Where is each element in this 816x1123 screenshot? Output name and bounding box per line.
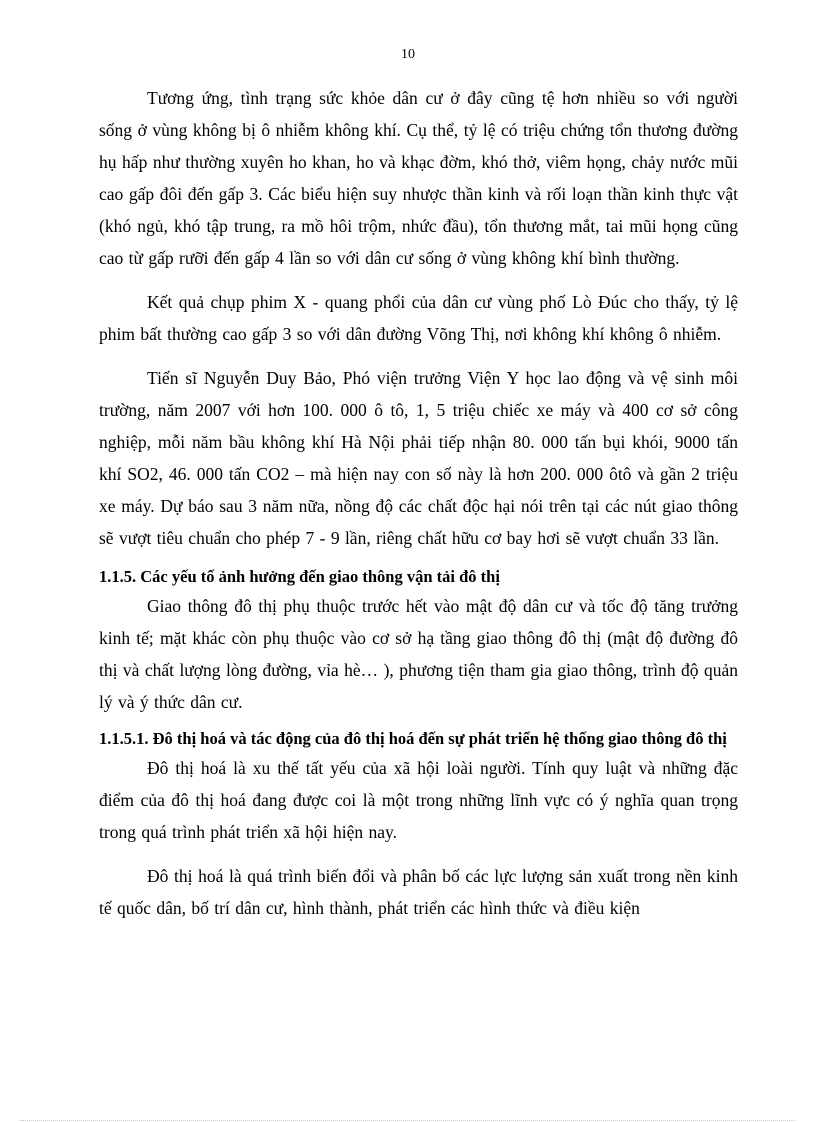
paragraph-urbanization-definition: Đô thị hoá là quá trình biến đổi và phân bố các lực lượng sản xuất trong nền kinh tế quốc dân, bố trí dân cư, hình thành, phát triển các hình thức và điều kiện [99, 866, 738, 918]
page-bottom-divider [20, 1120, 796, 1121]
paragraph-xray-results: Kết quả chụp phim X - quang phổi của dân cư vùng phố Lò Đúc cho thấy, tỷ lệ phim bất thường cao gấp 3 so với dân đường Võng Thị, nơi không khí không ô nhiễm. [99, 292, 738, 344]
document-body [99, 82, 738, 936]
paragraph-air-pollution-stats: Tiến sĩ Nguyễn Duy Bảo, Phó viện trưởng Viện Y học lao động và vệ sinh môi trường, năm 2007 với hơn 100. 000 ô tô, 1, 5 triệu chiếc xe máy và 400 cơ sở công nghiệp, mỗi năm bầu không khí Hà Nội phải tiếp nhận 80. 000 tấn bụi khói, 9000 tấn khí SO2, 46. 000 tấn CO2 – mà hiện nay con số này là hơn 200. 000 ôtô và gần 2 triệu xe máy. Dự báo sau 3 năm nữa, nồng độ các chất độc hại nói trên tại các nút giao thông sẽ vượt tiêu chuẩn cho phép 7 - 9 lần, riêng chất hữu cơ bay hơi sẽ vượt chuẩn 33 lần. [99, 368, 738, 548]
subsection-heading-1-1-5-1: 1.1.5.1. Đô thị hoá và tác động của đô thị hoá đến sự phát triển hệ thống giao thông đô thị [99, 729, 727, 748]
paragraph-health-effects: Tương ứng, tình trạng sức khỏe dân cư ở đây cũng tệ hơn nhiều so với người sống ở vùng không bị ô nhiễm không khí. Cụ thể, tỷ lệ có triệu chứng tổn thương đường hụ hấp như thường xuyên ho khan, ho và khạc đờm, khó thở, viêm họng, chảy nước mũi cao gấp đôi đến gấp 3. Các biểu hiện suy nhược thần kinh và rối loạn thần kinh thực vật (khó ngủ, khó tập trung, ra mồ hôi trộm, nhức đầu), tổn thương mắt, tai mũi họng cũng cao từ gấp rưỡi đến gấp 4 lần so với dân cư sống ở vùng không khí bình thường. [99, 88, 738, 268]
paragraph-transport-factors: Giao thông đô thị phụ thuộc trước hết vào mật độ dân cư và tốc độ tăng trưởng kinh tế; mặt khác còn phụ thuộc vào cơ sở hạ tầng giao thông đô thị (mật độ đường đô thị và chất lượng lòng đường, vỉa hè… ), phương tiện tham gia giao thông, trình độ quản lý và ý thức dân cư. [99, 596, 738, 712]
paragraph-urbanization-trend: Đô thị hoá là xu thế tất yếu của xã hội loài người. Tính quy luật và những đặc điểm của đô thị hoá đang được coi là một trong những lĩnh vực có ý nghĩa quan trọng trong quá trình phát triển xã hội hiện nay. [99, 758, 738, 842]
page-number: 10 [401, 47, 415, 62]
section-heading-1-1-5: 1.1.5. Các yếu tố ảnh hưởng đến giao thông vận tải đô thị [99, 567, 500, 586]
